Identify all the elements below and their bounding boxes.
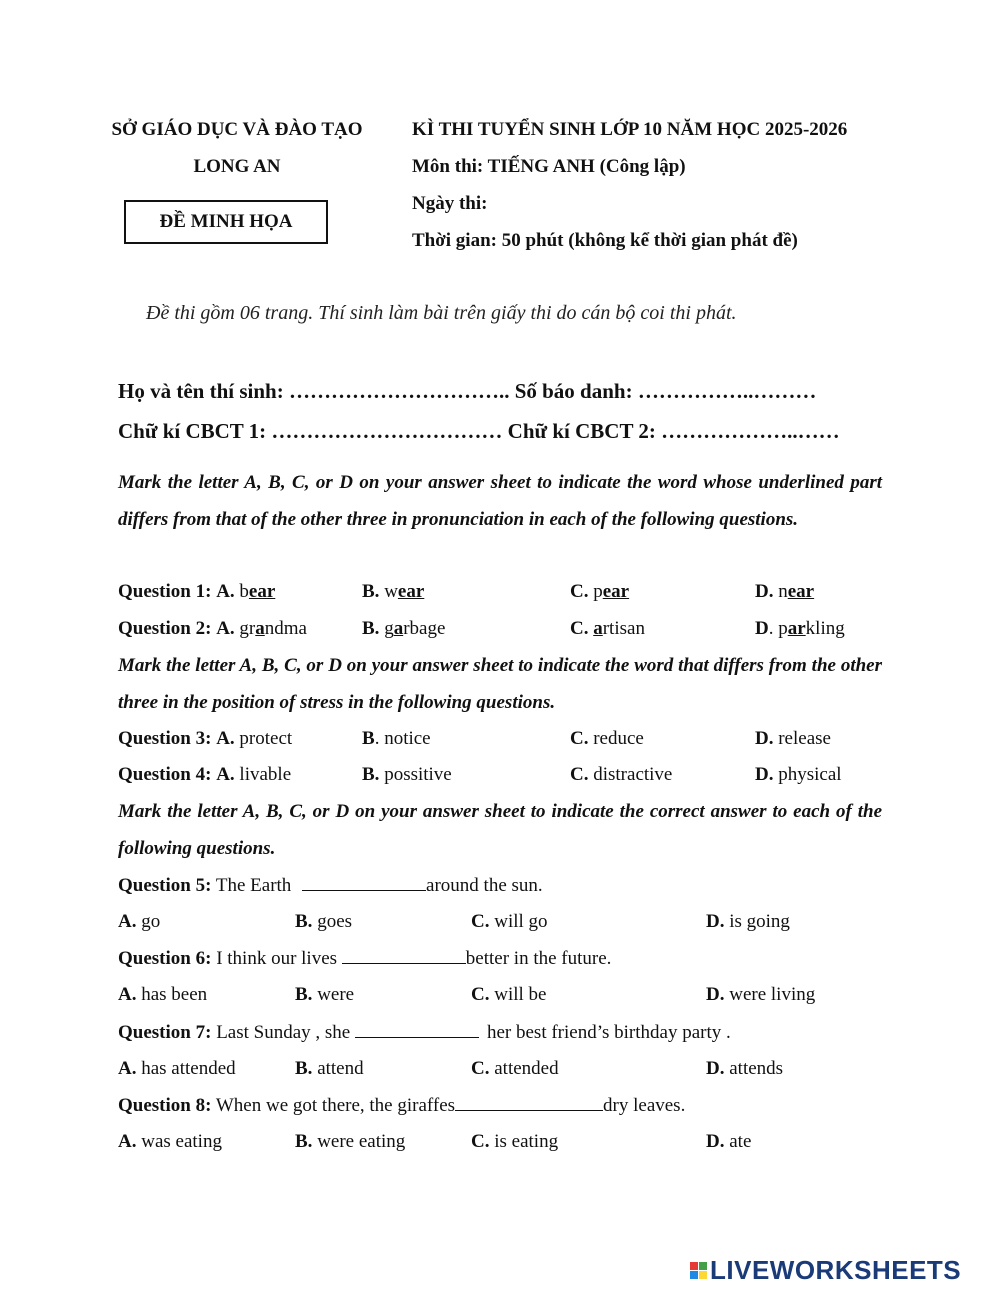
- answer-blank: [355, 1021, 479, 1038]
- question-7-option-d: [706, 1058, 783, 1080]
- exam-subject: Môn thi: TIẾNG ANH (Công lập): [412, 156, 686, 177]
- option-letter: B.: [362, 618, 380, 639]
- option-text-rest: ndma: [264, 618, 307, 639]
- answer-blank: [302, 874, 426, 891]
- question-4-option-c: [570, 764, 672, 786]
- underlined-part: ear: [397, 581, 425, 602]
- question-7-option-b: [295, 1058, 364, 1080]
- question-5-option-b: [295, 911, 352, 933]
- option-letter: C.: [471, 1131, 490, 1152]
- underlined-part: ear: [787, 581, 815, 602]
- question-stem-end: around the sun.: [426, 875, 543, 896]
- option-text: is eating: [494, 1131, 559, 1152]
- option-text: has attended: [141, 1058, 236, 1079]
- question-7: [118, 1021, 731, 1044]
- option-letter: D.: [755, 764, 774, 785]
- option-text: p: [593, 581, 603, 602]
- question-stem-end: better in the future.: [465, 948, 612, 969]
- option-letter: A.: [216, 764, 235, 785]
- underlined-part: ear: [602, 581, 630, 602]
- option-letter: A.: [216, 618, 235, 639]
- option-letter: D: [755, 618, 769, 639]
- question-label: Question 6:: [118, 948, 212, 969]
- logo-square-icon: [699, 1271, 707, 1279]
- question-1: [118, 581, 275, 603]
- exam-title: KÌ THI TUYỂN SINH LỚP 10 NĂM HỌC 2025-2026: [412, 119, 848, 140]
- question-stem: Last Sunday , she: [216, 1022, 351, 1043]
- option-letter: A.: [118, 911, 137, 932]
- question-stem-end: her best friend’s birthday party .: [486, 1022, 731, 1043]
- logo-text: LIVEWORKSHEETS: [710, 1254, 962, 1285]
- exam-date: Ngày thi:: [412, 193, 488, 214]
- question-4-option-d: [755, 764, 842, 786]
- option-letter: B: [362, 728, 375, 749]
- option-letter: C.: [570, 581, 589, 602]
- question-stem-end: dry leaves.: [603, 1095, 686, 1116]
- option-text: release: [778, 728, 831, 749]
- logo-square-icon: [690, 1262, 698, 1270]
- option-letter: B.: [295, 1131, 313, 1152]
- underlined-part: a: [593, 618, 603, 639]
- option-letter: B.: [295, 911, 313, 932]
- option-letter: D.: [706, 1058, 725, 1079]
- question-8-option-d: [706, 1131, 751, 1153]
- question-label: Question 5:: [118, 875, 212, 896]
- question-3-option-d: [755, 728, 831, 750]
- underlined-part: a: [255, 618, 265, 639]
- option-letter: D.: [706, 911, 725, 932]
- option-text: will be: [494, 984, 547, 1005]
- option-text: w: [384, 581, 398, 602]
- option-text: physical: [778, 764, 842, 785]
- option-text: is going: [729, 911, 790, 932]
- option-letter: A.: [216, 728, 235, 749]
- option-text: n: [778, 581, 788, 602]
- question-stem: The Earth: [215, 875, 292, 896]
- question-3-option-b: [362, 728, 431, 750]
- option-letter: B.: [295, 984, 313, 1005]
- option-text-rest: rbage: [403, 618, 446, 639]
- option-text-rest: rtisan: [602, 618, 645, 639]
- sample-exam-label: ĐỀ MINH HỌA: [159, 211, 293, 232]
- question-4-option-b: [362, 764, 452, 786]
- question-6-option-d: [706, 984, 815, 1006]
- proctor-signature-line: Chữ kí CBCT 1: …………………………… Chữ kí CBCT 2: ………………..……: [118, 419, 840, 443]
- option-text: possitive: [384, 764, 452, 785]
- option-letter: B.: [362, 581, 380, 602]
- liveworksheets-logo[interactable]: [690, 1255, 961, 1285]
- option-text: b: [239, 581, 249, 602]
- question-8: [118, 1094, 685, 1117]
- option-text: g: [384, 618, 394, 639]
- option-letter: D.: [706, 984, 725, 1005]
- logo-mark-icon: [690, 1262, 707, 1279]
- option-text: attended: [494, 1058, 559, 1079]
- question-1-option-d: [755, 581, 814, 603]
- exam-duration: Thời gian: 50 phút (không kể thời gian phát đề): [412, 230, 798, 251]
- question-8-option-a: [118, 1131, 222, 1153]
- option-letter: A.: [118, 1058, 137, 1079]
- question-7-option-c: [471, 1058, 559, 1080]
- instruction-grammar: Mark the letter A, B, C, or D on your answer sheet to indicate the correct answer to each of the following questions.: [118, 801, 882, 859]
- question-2: [118, 618, 307, 640]
- option-text: . p: [768, 618, 788, 639]
- instruction-stress: Mark the letter A, B, C, or D on your answer sheet to indicate the word that differs from the other three in the position of stress in the following questions.: [118, 655, 882, 713]
- province-name: LONG AN: [193, 156, 281, 177]
- answer-blank: [342, 947, 466, 964]
- question-5: [118, 874, 543, 897]
- underlined-part: ear: [248, 581, 276, 602]
- question-8-option-c: [471, 1131, 558, 1153]
- question-label: Question 8:: [118, 1095, 212, 1116]
- option-text: will go: [494, 911, 548, 932]
- option-letter: C.: [471, 1058, 490, 1079]
- question-2-option-b: [362, 618, 445, 640]
- underlined-part: a: [393, 618, 404, 639]
- option-text: were living: [729, 984, 816, 1005]
- option-text: . notice: [374, 728, 431, 749]
- option-letter: A.: [216, 581, 235, 602]
- option-letter: A.: [118, 1131, 137, 1152]
- option-text-rest: kling: [805, 618, 845, 639]
- option-text: distractive: [593, 764, 673, 785]
- question-label: Question 1:: [118, 581, 212, 602]
- option-letter: C.: [570, 764, 589, 785]
- option-text: attend: [317, 1058, 364, 1079]
- option-text: was eating: [141, 1131, 222, 1152]
- logo-square-icon: [699, 1262, 707, 1270]
- question-3: [118, 728, 292, 750]
- option-letter: C.: [471, 911, 490, 932]
- option-text: attends: [729, 1058, 784, 1079]
- option-text: has been: [141, 984, 208, 1005]
- question-4: [118, 764, 291, 786]
- instruction-pronunciation: Mark the letter A, B, C, or D on your answer sheet to indicate the word whose underlined part differs from that of the other three in pronunciation in each of the following questions.: [118, 472, 882, 530]
- department-name: SỞ GIÁO DỤC VÀ ĐÀO TẠO: [111, 119, 363, 140]
- question-label: Question 7:: [118, 1022, 212, 1043]
- question-7-option-a: [118, 1058, 236, 1080]
- question-6-option-b: [295, 984, 354, 1006]
- logo-square-icon: [690, 1271, 698, 1279]
- option-text: gr: [239, 618, 256, 639]
- exam-note: Đề thi gồm 06 trang. Thí sinh làm bài trên giấy thi do cán bộ coi thi phát.: [146, 302, 737, 324]
- question-6: [118, 947, 611, 970]
- option-letter: A.: [118, 984, 137, 1005]
- option-text: reduce: [593, 728, 644, 749]
- question-6-option-a: [118, 984, 207, 1006]
- option-letter: B.: [362, 764, 380, 785]
- question-5-option-c: [471, 911, 548, 933]
- question-1-option-c: [570, 581, 629, 603]
- question-1-option-b: [362, 581, 424, 603]
- question-5-option-d: [706, 911, 790, 933]
- question-stem: I think our lives: [216, 948, 338, 969]
- option-text: livable: [239, 764, 292, 785]
- sample-exam-box: [124, 200, 328, 244]
- option-letter: D.: [755, 728, 774, 749]
- question-stem: When we got there, the giraffes: [215, 1095, 456, 1116]
- question-label: Question 4:: [118, 764, 212, 785]
- option-letter: D.: [706, 1131, 725, 1152]
- question-6-option-c: [471, 984, 546, 1006]
- question-2-option-c: [570, 618, 645, 640]
- option-letter: C.: [570, 728, 589, 749]
- option-text: goes: [317, 911, 353, 932]
- option-letter: C.: [570, 618, 589, 639]
- option-text: were: [317, 984, 355, 1005]
- option-text: go: [141, 911, 161, 932]
- question-label: Question 3:: [118, 728, 212, 749]
- option-text: ate: [729, 1131, 752, 1152]
- answer-blank: [455, 1094, 603, 1111]
- question-label: Question 2:: [118, 618, 212, 639]
- option-text: protect: [239, 728, 293, 749]
- option-letter: B.: [295, 1058, 313, 1079]
- option-text: were eating: [317, 1131, 406, 1152]
- question-3-option-c: [570, 728, 644, 750]
- question-5-option-a: [118, 911, 160, 933]
- option-letter: C.: [471, 984, 490, 1005]
- candidate-info-line: Họ và tên thí sinh: ………………………….. Số báo danh: ……………..………: [118, 379, 817, 403]
- question-2-option-d: [755, 618, 845, 640]
- question-8-option-b: [295, 1131, 405, 1153]
- option-letter: D.: [755, 581, 774, 602]
- underlined-part: ar: [787, 618, 806, 639]
